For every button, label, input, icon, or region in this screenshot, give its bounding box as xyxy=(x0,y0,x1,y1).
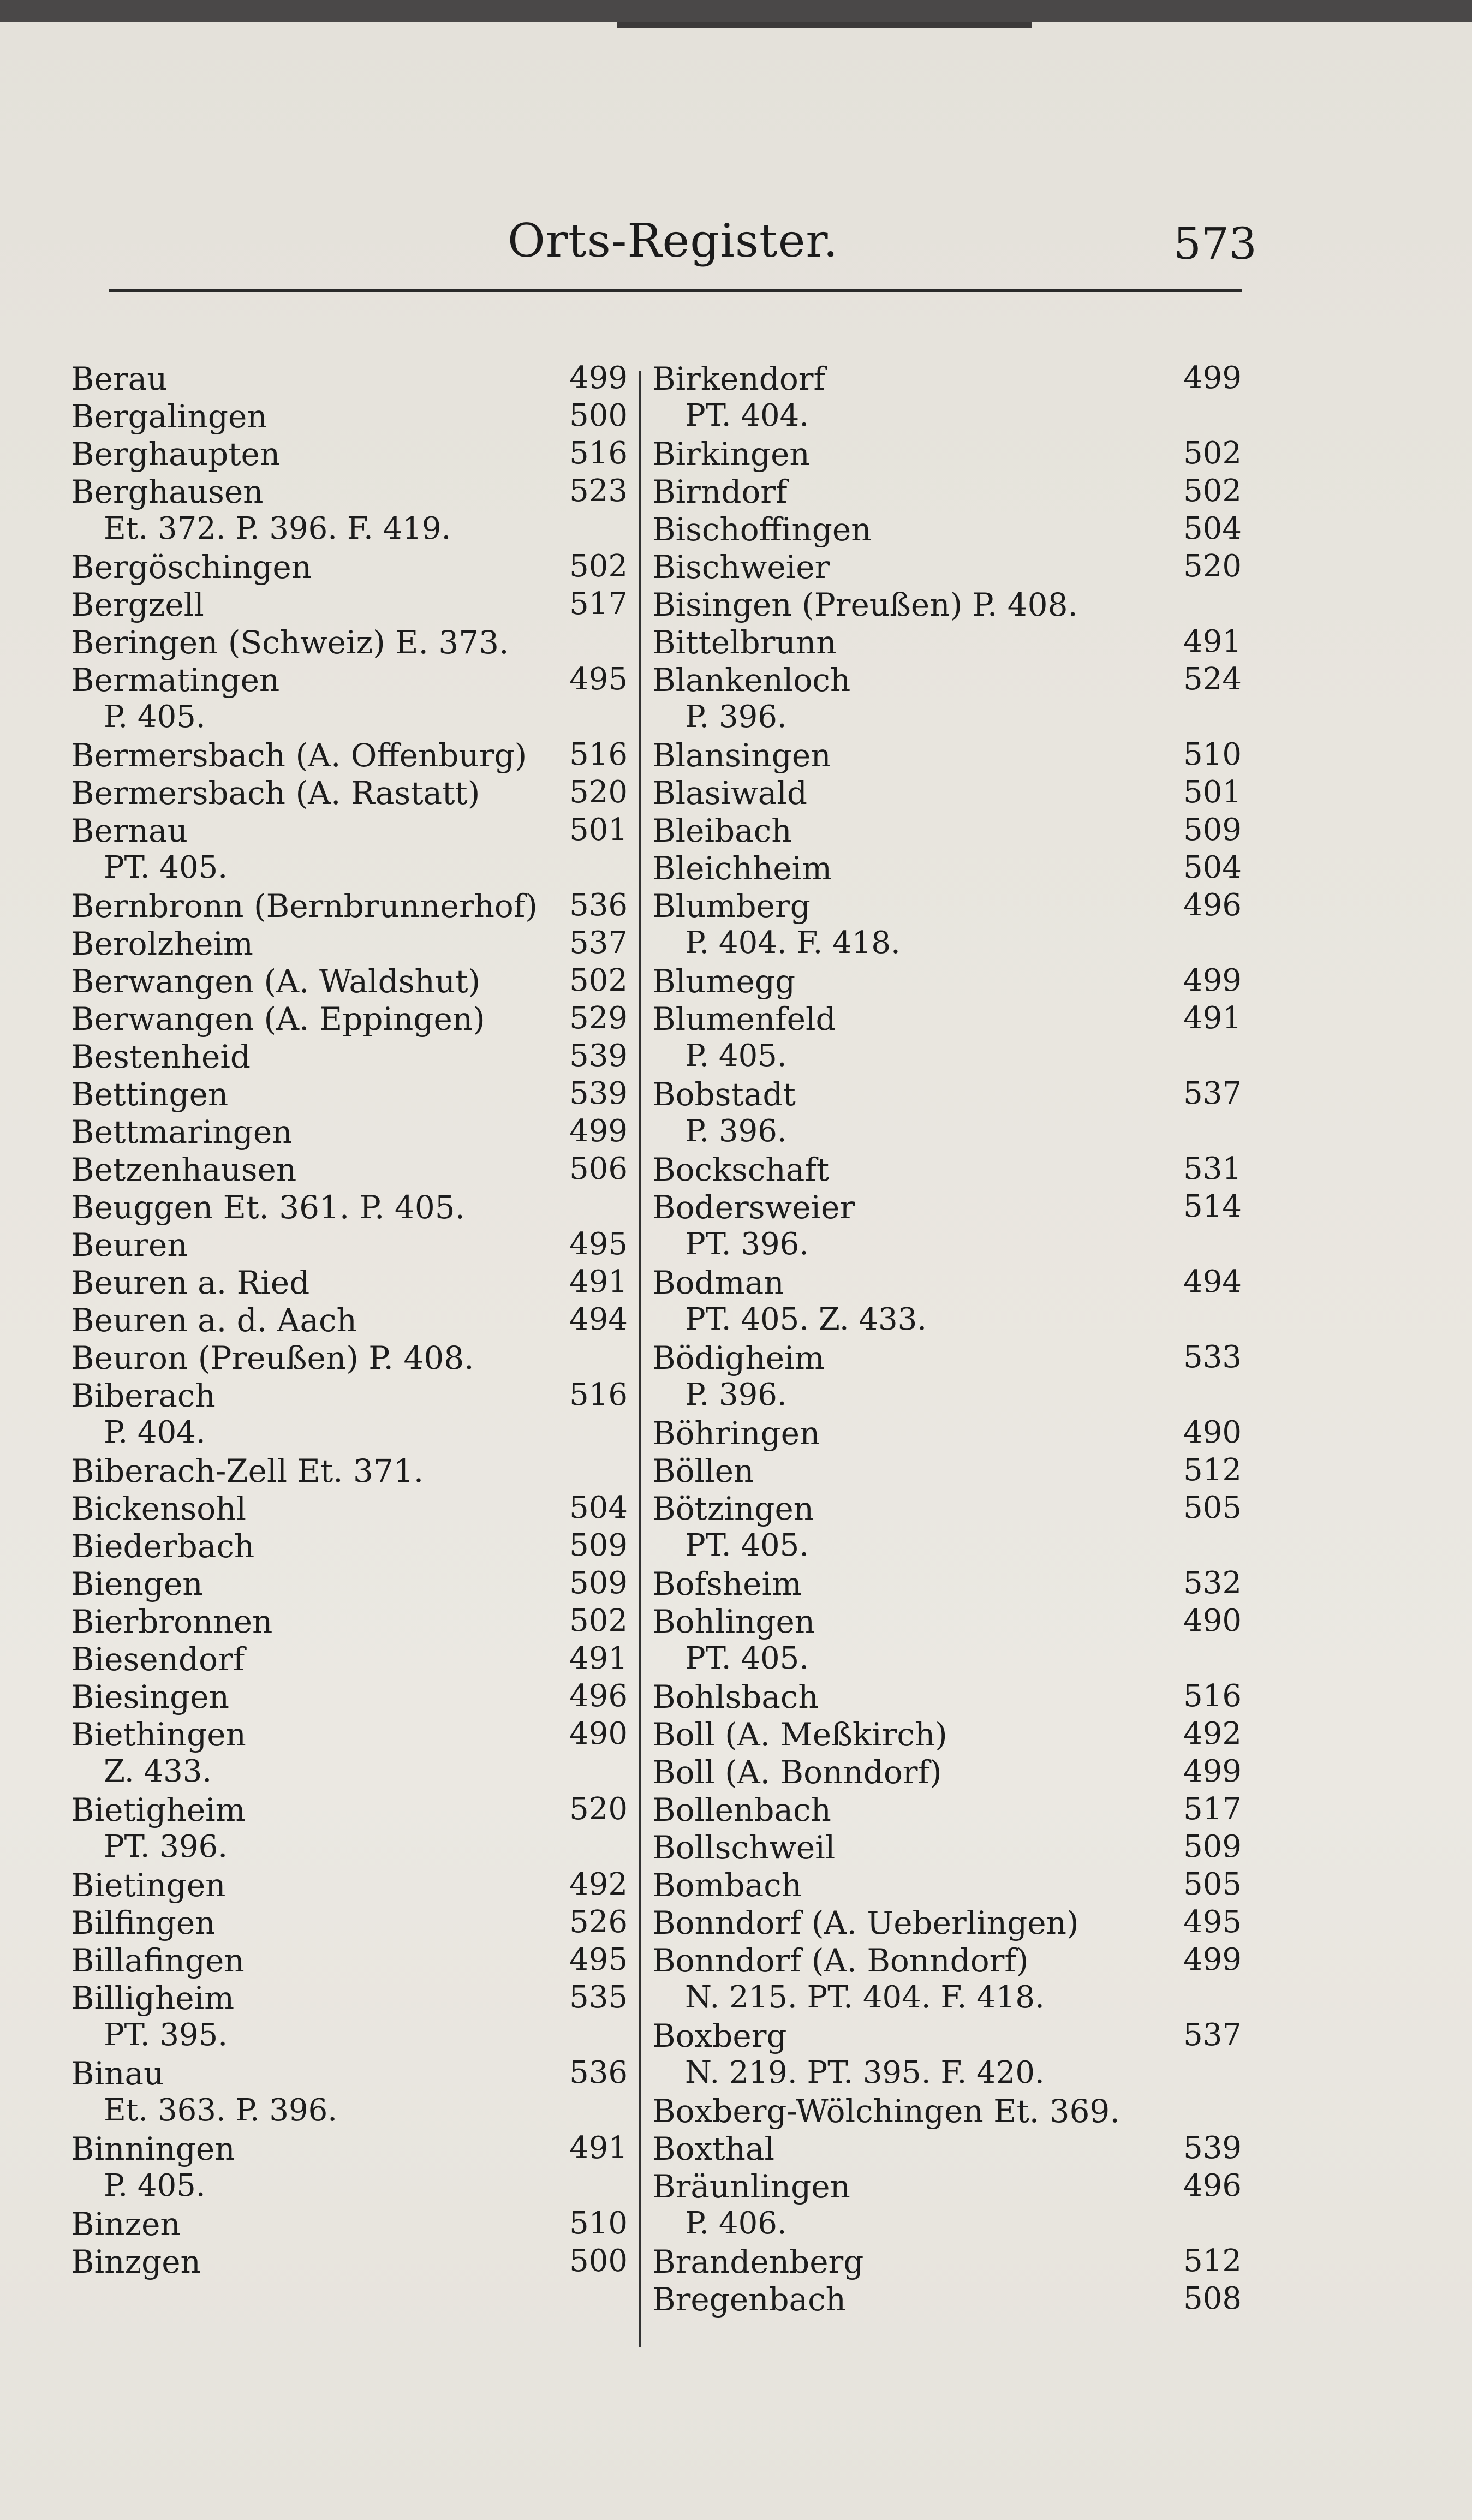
place-name: Betzenhausen xyxy=(71,1151,297,1188)
place-name: Bollschweil xyxy=(652,1829,836,1866)
place-name: Berwangen (A. Eppingen) xyxy=(71,1000,485,1038)
place-name: Bergzell xyxy=(71,586,204,623)
place-name: Berghausen xyxy=(71,473,264,510)
page-reference: 495 xyxy=(569,662,628,697)
place-name: Bischweier xyxy=(652,549,830,586)
page-reference: 536 xyxy=(569,2055,628,2090)
place-name: Bombach xyxy=(652,1867,802,1904)
page-reference: 509 xyxy=(1183,812,1242,848)
place-name: Boxberg xyxy=(652,2017,787,2054)
index-entry xyxy=(652,436,1242,473)
place-name: Bräunlingen xyxy=(652,2168,850,2205)
index-entry xyxy=(71,1113,628,1151)
index-entry xyxy=(71,1189,628,1226)
index-entry xyxy=(71,586,628,624)
entry-reference: Z. 433. xyxy=(104,1754,212,1789)
index-entry xyxy=(652,1904,1242,1942)
place-name: Birndorf xyxy=(652,473,788,510)
page-reference: 502 xyxy=(1183,473,1242,509)
index-entry xyxy=(652,1226,1242,1264)
index-entry xyxy=(71,436,628,473)
index-entry xyxy=(652,511,1242,549)
place-name: Binau xyxy=(71,2055,164,2092)
place-name: Bickensohl xyxy=(71,1490,247,1527)
place-name: Biederbach xyxy=(71,1528,255,1565)
entry-reference: PT. 405. Z. 433. xyxy=(685,1302,927,1337)
index-entry xyxy=(652,1867,1242,1904)
index-entry xyxy=(652,1754,1242,1791)
right-column xyxy=(652,360,1242,2319)
page-reference: 529 xyxy=(569,1000,628,1036)
place-name: Boxberg-Wölchingen Et. 369. xyxy=(652,2093,1120,2130)
place-name: Blumenfeld xyxy=(652,1000,836,1038)
page-reference: 520 xyxy=(569,1791,628,1827)
place-name: Blumegg xyxy=(652,963,796,1000)
page-reference: 502 xyxy=(569,963,628,998)
index-entry xyxy=(652,360,1242,398)
index-entry xyxy=(652,812,1242,850)
page-reference: 490 xyxy=(569,1716,628,1752)
index-entry xyxy=(71,2130,628,2168)
index-entry xyxy=(71,1302,628,1339)
page-reference: 523 xyxy=(569,473,628,509)
page-reference: 490 xyxy=(1183,1415,1242,1450)
place-name: Bötzingen xyxy=(652,1490,814,1527)
place-name: Bietingen xyxy=(71,1867,226,1904)
page-reference: 516 xyxy=(569,1377,628,1413)
place-name: Berwangen (A. Waldshut) xyxy=(71,963,481,1000)
place-name: Bernbronn (Bernbrunnerhof) xyxy=(71,887,538,925)
page-reference: 524 xyxy=(1183,662,1242,697)
entry-reference: PT. 396. xyxy=(685,1226,809,1262)
page-reference: 512 xyxy=(1183,1452,1242,1488)
index-entry xyxy=(652,1603,1242,1641)
place-name: Biesingen xyxy=(71,1678,229,1715)
page-reference: 494 xyxy=(1183,1264,1242,1300)
page-reference: 531 xyxy=(1183,1151,1242,1187)
index-entry xyxy=(71,1339,628,1377)
index-entry xyxy=(71,1490,628,1528)
place-name: Bleichheim xyxy=(652,850,832,887)
index-entry xyxy=(71,1565,628,1603)
place-name: Berghaupten xyxy=(71,436,281,473)
page-number: 573 xyxy=(1173,218,1257,269)
index-entry xyxy=(71,812,628,850)
place-name: Böllen xyxy=(652,1452,754,1490)
page-reference: 495 xyxy=(1183,1904,1242,1940)
place-name: Bermatingen xyxy=(71,662,280,699)
index-entry xyxy=(652,1641,1242,1678)
index-entry xyxy=(71,1678,628,1716)
index-entry xyxy=(652,1829,1242,1867)
place-name: Bestenheid xyxy=(71,1038,251,1075)
page-reference: 499 xyxy=(1183,360,1242,396)
page-title: Orts-Register. xyxy=(508,214,839,267)
index-entry xyxy=(652,1490,1242,1528)
place-name: Bleibach xyxy=(652,812,792,849)
place-name: Bergöschingen xyxy=(71,549,312,586)
index-entry xyxy=(71,1528,628,1565)
place-name: Blansingen xyxy=(652,737,831,774)
index-entry xyxy=(71,1754,628,1791)
index-entry xyxy=(71,2168,628,2206)
page-reference: 532 xyxy=(1183,1565,1242,1601)
place-name: Binningen xyxy=(71,2130,235,2167)
place-name: Bregenbach xyxy=(652,2281,847,2318)
place-name: Berau xyxy=(71,360,168,397)
index-entry xyxy=(652,2206,1242,2243)
index-entry xyxy=(652,1678,1242,1716)
place-name: Bonndorf (A. Bonndorf) xyxy=(652,1942,1029,1979)
entry-reference: P. 405. xyxy=(104,699,206,735)
place-name: Binzgen xyxy=(71,2243,201,2280)
place-name: Birkingen xyxy=(652,436,810,473)
place-name: Biberach-Zell Et. 371. xyxy=(71,1452,424,1490)
page-reference: 539 xyxy=(1183,2130,1242,2166)
index-entry xyxy=(652,850,1242,887)
page-reference: 496 xyxy=(569,1678,628,1714)
index-entry xyxy=(652,1038,1242,1076)
index-entry xyxy=(652,1339,1242,1377)
place-name: Bofsheim xyxy=(652,1565,802,1602)
page-reference: 491 xyxy=(1183,1000,1242,1036)
index-entry xyxy=(652,1452,1242,1490)
entry-reference: P. 406. xyxy=(685,2206,787,2241)
page-reference: 517 xyxy=(569,586,628,622)
index-entry xyxy=(652,2281,1242,2319)
page-reference: 499 xyxy=(1183,1754,1242,1789)
place-name: Blankenloch xyxy=(652,662,851,699)
place-name: Beuren a. Ried xyxy=(71,1264,310,1301)
place-name: Bermersbach (A. Rastatt) xyxy=(71,775,480,812)
page-reference: 499 xyxy=(569,360,628,396)
page-reference: 504 xyxy=(569,1490,628,1526)
page-reference: 537 xyxy=(1183,1076,1242,1111)
page-reference: 512 xyxy=(1183,2243,1242,2279)
entry-reference: N. 219. PT. 395. F. 420. xyxy=(685,2055,1045,2090)
index-entry xyxy=(652,1716,1242,1754)
index-entry xyxy=(71,1452,628,1490)
page-reference: 499 xyxy=(1183,1942,1242,1977)
index-entry xyxy=(71,1076,628,1113)
index-entry xyxy=(71,398,628,436)
page-reference: 508 xyxy=(1183,2281,1242,2316)
entry-reference: P. 404. F. 418. xyxy=(685,925,901,961)
page-reference: 492 xyxy=(569,1867,628,1902)
place-name: Beuren a. d. Aach xyxy=(71,1302,357,1339)
index-entry xyxy=(652,398,1242,436)
place-name: Bergalingen xyxy=(71,398,267,435)
index-entry xyxy=(652,775,1242,812)
page-reference: 500 xyxy=(569,398,628,433)
index-entry xyxy=(652,1528,1242,1565)
index-entry xyxy=(652,1076,1242,1113)
place-name: Bodersweier xyxy=(652,1189,855,1226)
page-reference: 509 xyxy=(569,1528,628,1563)
index-entry xyxy=(71,775,628,812)
index-entry xyxy=(71,887,628,925)
index-entry xyxy=(71,1867,628,1904)
page-reference: 517 xyxy=(1183,1791,1242,1827)
page-reference: 516 xyxy=(1183,1678,1242,1714)
place-name: Bischoffingen xyxy=(652,511,872,548)
place-name: Berolzheim xyxy=(71,925,253,962)
page-reference: 491 xyxy=(569,1264,628,1300)
entry-reference: Et. 372. P. 396. F. 419. xyxy=(104,511,451,546)
index-entry xyxy=(652,624,1242,662)
page-reference: 509 xyxy=(1183,1829,1242,1864)
index-entry xyxy=(652,2168,1242,2206)
page-reference: 504 xyxy=(1183,850,1242,885)
page-reference: 496 xyxy=(1183,887,1242,923)
place-name: Bietigheim xyxy=(71,1791,246,1828)
page-reference: 496 xyxy=(1183,2168,1242,2203)
index-entry xyxy=(652,1565,1242,1603)
page-reference: 504 xyxy=(1183,511,1242,546)
left-column xyxy=(71,360,628,2281)
place-name: Bobstadt xyxy=(652,1076,796,1113)
index-entry xyxy=(71,360,628,398)
place-name: Boll (A. Meßkirch) xyxy=(652,1716,947,1753)
page-reference: 526 xyxy=(569,1904,628,1940)
index-entry xyxy=(71,1377,628,1415)
place-name: Bilfingen xyxy=(71,1904,216,1941)
index-entry xyxy=(652,2017,1242,2055)
page-reference: 500 xyxy=(569,2243,628,2279)
place-name: Bettingen xyxy=(71,1076,229,1113)
index-entry xyxy=(652,1415,1242,1452)
page-reference: 491 xyxy=(569,1641,628,1676)
entry-reference: P. 405. xyxy=(104,2168,206,2203)
index-entry xyxy=(652,473,1242,511)
index-entry xyxy=(71,1226,628,1264)
index-entry xyxy=(652,1000,1242,1038)
page-reference: 535 xyxy=(569,1980,628,2015)
index-entry xyxy=(652,2093,1242,2130)
place-name: Bonndorf (A. Ueberlingen) xyxy=(652,1904,1079,1941)
page-reference: 495 xyxy=(569,1226,628,1262)
index-entry xyxy=(652,925,1242,963)
index-entry xyxy=(71,1151,628,1189)
page-reference: 516 xyxy=(569,436,628,471)
page-reference: 494 xyxy=(569,1302,628,1337)
entry-reference: P. 405. xyxy=(685,1038,787,1074)
index-entry xyxy=(71,1980,628,2017)
entry-reference: PT. 405. xyxy=(685,1528,809,1563)
index-entry xyxy=(71,511,628,549)
index-entry xyxy=(652,662,1242,699)
index-entry xyxy=(652,699,1242,737)
place-name: Bermersbach (A. Offenburg) xyxy=(71,737,527,774)
page-reference: 536 xyxy=(569,887,628,923)
page-reference: 514 xyxy=(1183,1189,1242,1224)
page-reference: 516 xyxy=(569,737,628,772)
place-name: Bisingen (Preußen) P. 408. xyxy=(652,586,1078,623)
index-entry xyxy=(652,1791,1242,1829)
page-reference: 539 xyxy=(569,1038,628,1074)
index-entry xyxy=(652,1264,1242,1302)
page-reference: 501 xyxy=(569,812,628,848)
index-entry xyxy=(652,586,1242,624)
index-entry xyxy=(652,2130,1242,2168)
index-entry xyxy=(71,1904,628,1942)
column-divider xyxy=(639,371,641,2347)
page-reference: 506 xyxy=(569,1151,628,1187)
place-name: Billigheim xyxy=(71,1980,235,2017)
page-reference: 502 xyxy=(1183,436,1242,471)
index-entry xyxy=(71,850,628,887)
header-rule xyxy=(109,289,1242,292)
index-entry xyxy=(652,1377,1242,1415)
entry-reference: PT. 396. xyxy=(104,1829,228,1864)
index-entry xyxy=(652,1151,1242,1189)
page-reference: 509 xyxy=(569,1565,628,1601)
page-reference: 510 xyxy=(1183,737,1242,772)
place-name: Birkendorf xyxy=(652,360,825,397)
place-name: Boll (A. Bonndorf) xyxy=(652,1754,942,1791)
entry-reference: Et. 363. P. 396. xyxy=(104,2093,338,2128)
index-entry xyxy=(71,699,628,737)
place-name: Biesendorf xyxy=(71,1641,245,1678)
index-entry xyxy=(652,887,1242,925)
page-reference: 501 xyxy=(1183,775,1242,810)
index-entry xyxy=(71,2206,628,2243)
index-entry xyxy=(71,2093,628,2130)
index-entry xyxy=(652,1113,1242,1151)
index-entry xyxy=(71,1038,628,1076)
place-name: Bodman xyxy=(652,1264,784,1301)
entry-reference: P. 396. xyxy=(685,699,787,735)
page-reference: 502 xyxy=(569,1603,628,1639)
page-reference: 537 xyxy=(1183,2017,1242,2053)
entry-reference: PT. 405. xyxy=(104,850,228,885)
page-reference: 520 xyxy=(569,775,628,810)
index-entry xyxy=(71,1603,628,1641)
index-entry xyxy=(71,662,628,699)
index-entry xyxy=(652,963,1242,1000)
place-name: Beuggen Et. 361. P. 405. xyxy=(71,1189,466,1226)
page-reference: 491 xyxy=(1183,624,1242,659)
page-reference: 505 xyxy=(1183,1490,1242,1526)
place-name: Biengen xyxy=(71,1565,203,1602)
page-reference: 533 xyxy=(1183,1339,1242,1375)
index-entry xyxy=(652,2243,1242,2281)
place-name: Bollenbach xyxy=(652,1791,831,1828)
page-reference: 492 xyxy=(1183,1716,1242,1752)
index-entry xyxy=(652,1980,1242,2017)
entry-reference: P. 396. xyxy=(685,1113,787,1149)
place-name: Böhringen xyxy=(652,1415,820,1452)
index-entry xyxy=(71,1942,628,1980)
place-name: Bittelbrunn xyxy=(652,624,837,661)
index-entry xyxy=(71,1791,628,1829)
index-entry xyxy=(652,1942,1242,1980)
index-entry xyxy=(652,1189,1242,1226)
place-name: Binzen xyxy=(71,2206,181,2243)
place-name: Bödigheim xyxy=(652,1339,825,1377)
place-name: Bettmaringen xyxy=(71,1113,293,1151)
place-name: Beuren xyxy=(71,1226,188,1264)
page-reference: 539 xyxy=(569,1076,628,1111)
index-entry xyxy=(652,549,1242,586)
index-entry xyxy=(71,1641,628,1678)
index-entry xyxy=(71,963,628,1000)
place-name: Beringen (Schweiz) E. 373. xyxy=(71,624,509,661)
scan-edge xyxy=(0,0,1472,22)
place-name: Brandenberg xyxy=(652,2243,864,2280)
page-reference: 495 xyxy=(569,1942,628,1977)
page-reference: 505 xyxy=(1183,1867,1242,1902)
index-entry xyxy=(71,925,628,963)
entry-reference: P. 396. xyxy=(685,1377,787,1413)
index-entry xyxy=(71,1264,628,1302)
scan-edge-shadow xyxy=(617,22,1032,28)
entry-reference: PT. 404. xyxy=(685,398,809,433)
index-entry xyxy=(71,2243,628,2281)
index-entry xyxy=(71,1415,628,1452)
place-name: Bockschaft xyxy=(652,1151,830,1188)
entry-reference: PT. 405. xyxy=(685,1641,809,1676)
place-name: Billafingen xyxy=(71,1942,245,1979)
entry-reference: PT. 395. xyxy=(104,2017,228,2053)
page-reference: 537 xyxy=(569,925,628,961)
index-entry xyxy=(71,1716,628,1754)
place-name: Bernau xyxy=(71,812,188,849)
page-reference: 490 xyxy=(1183,1603,1242,1639)
place-name: Boxthal xyxy=(652,2130,775,2167)
page-reference: 502 xyxy=(569,549,628,584)
place-name: Bohlingen xyxy=(652,1603,815,1640)
index-entry xyxy=(71,473,628,511)
index-entry xyxy=(652,737,1242,775)
place-name: Bierbronnen xyxy=(71,1603,273,1640)
index-entry xyxy=(71,624,628,662)
index-entry xyxy=(652,1302,1242,1339)
place-name: Biethingen xyxy=(71,1716,246,1753)
index-entry xyxy=(71,1000,628,1038)
index-entry xyxy=(71,549,628,586)
page-reference: 520 xyxy=(1183,549,1242,584)
index-entry xyxy=(71,737,628,775)
place-name: Blumberg xyxy=(652,887,811,925)
entry-reference: N. 215. PT. 404. F. 418. xyxy=(685,1980,1045,2015)
index-entry xyxy=(652,2055,1242,2093)
index-entry xyxy=(71,2055,628,2093)
place-name: Bohlsbach xyxy=(652,1678,819,1715)
page-reference: 491 xyxy=(569,2130,628,2166)
index-entry xyxy=(71,2017,628,2055)
place-name: Blasiwald xyxy=(652,775,807,812)
page-reference: 499 xyxy=(569,1113,628,1149)
page-reference: 499 xyxy=(1183,963,1242,998)
entry-reference: P. 404. xyxy=(104,1415,206,1450)
place-name: Beuron (Preußen) P. 408. xyxy=(71,1339,474,1377)
index-entry xyxy=(71,1829,628,1867)
page-reference: 510 xyxy=(569,2206,628,2241)
place-name: Biberach xyxy=(71,1377,216,1414)
